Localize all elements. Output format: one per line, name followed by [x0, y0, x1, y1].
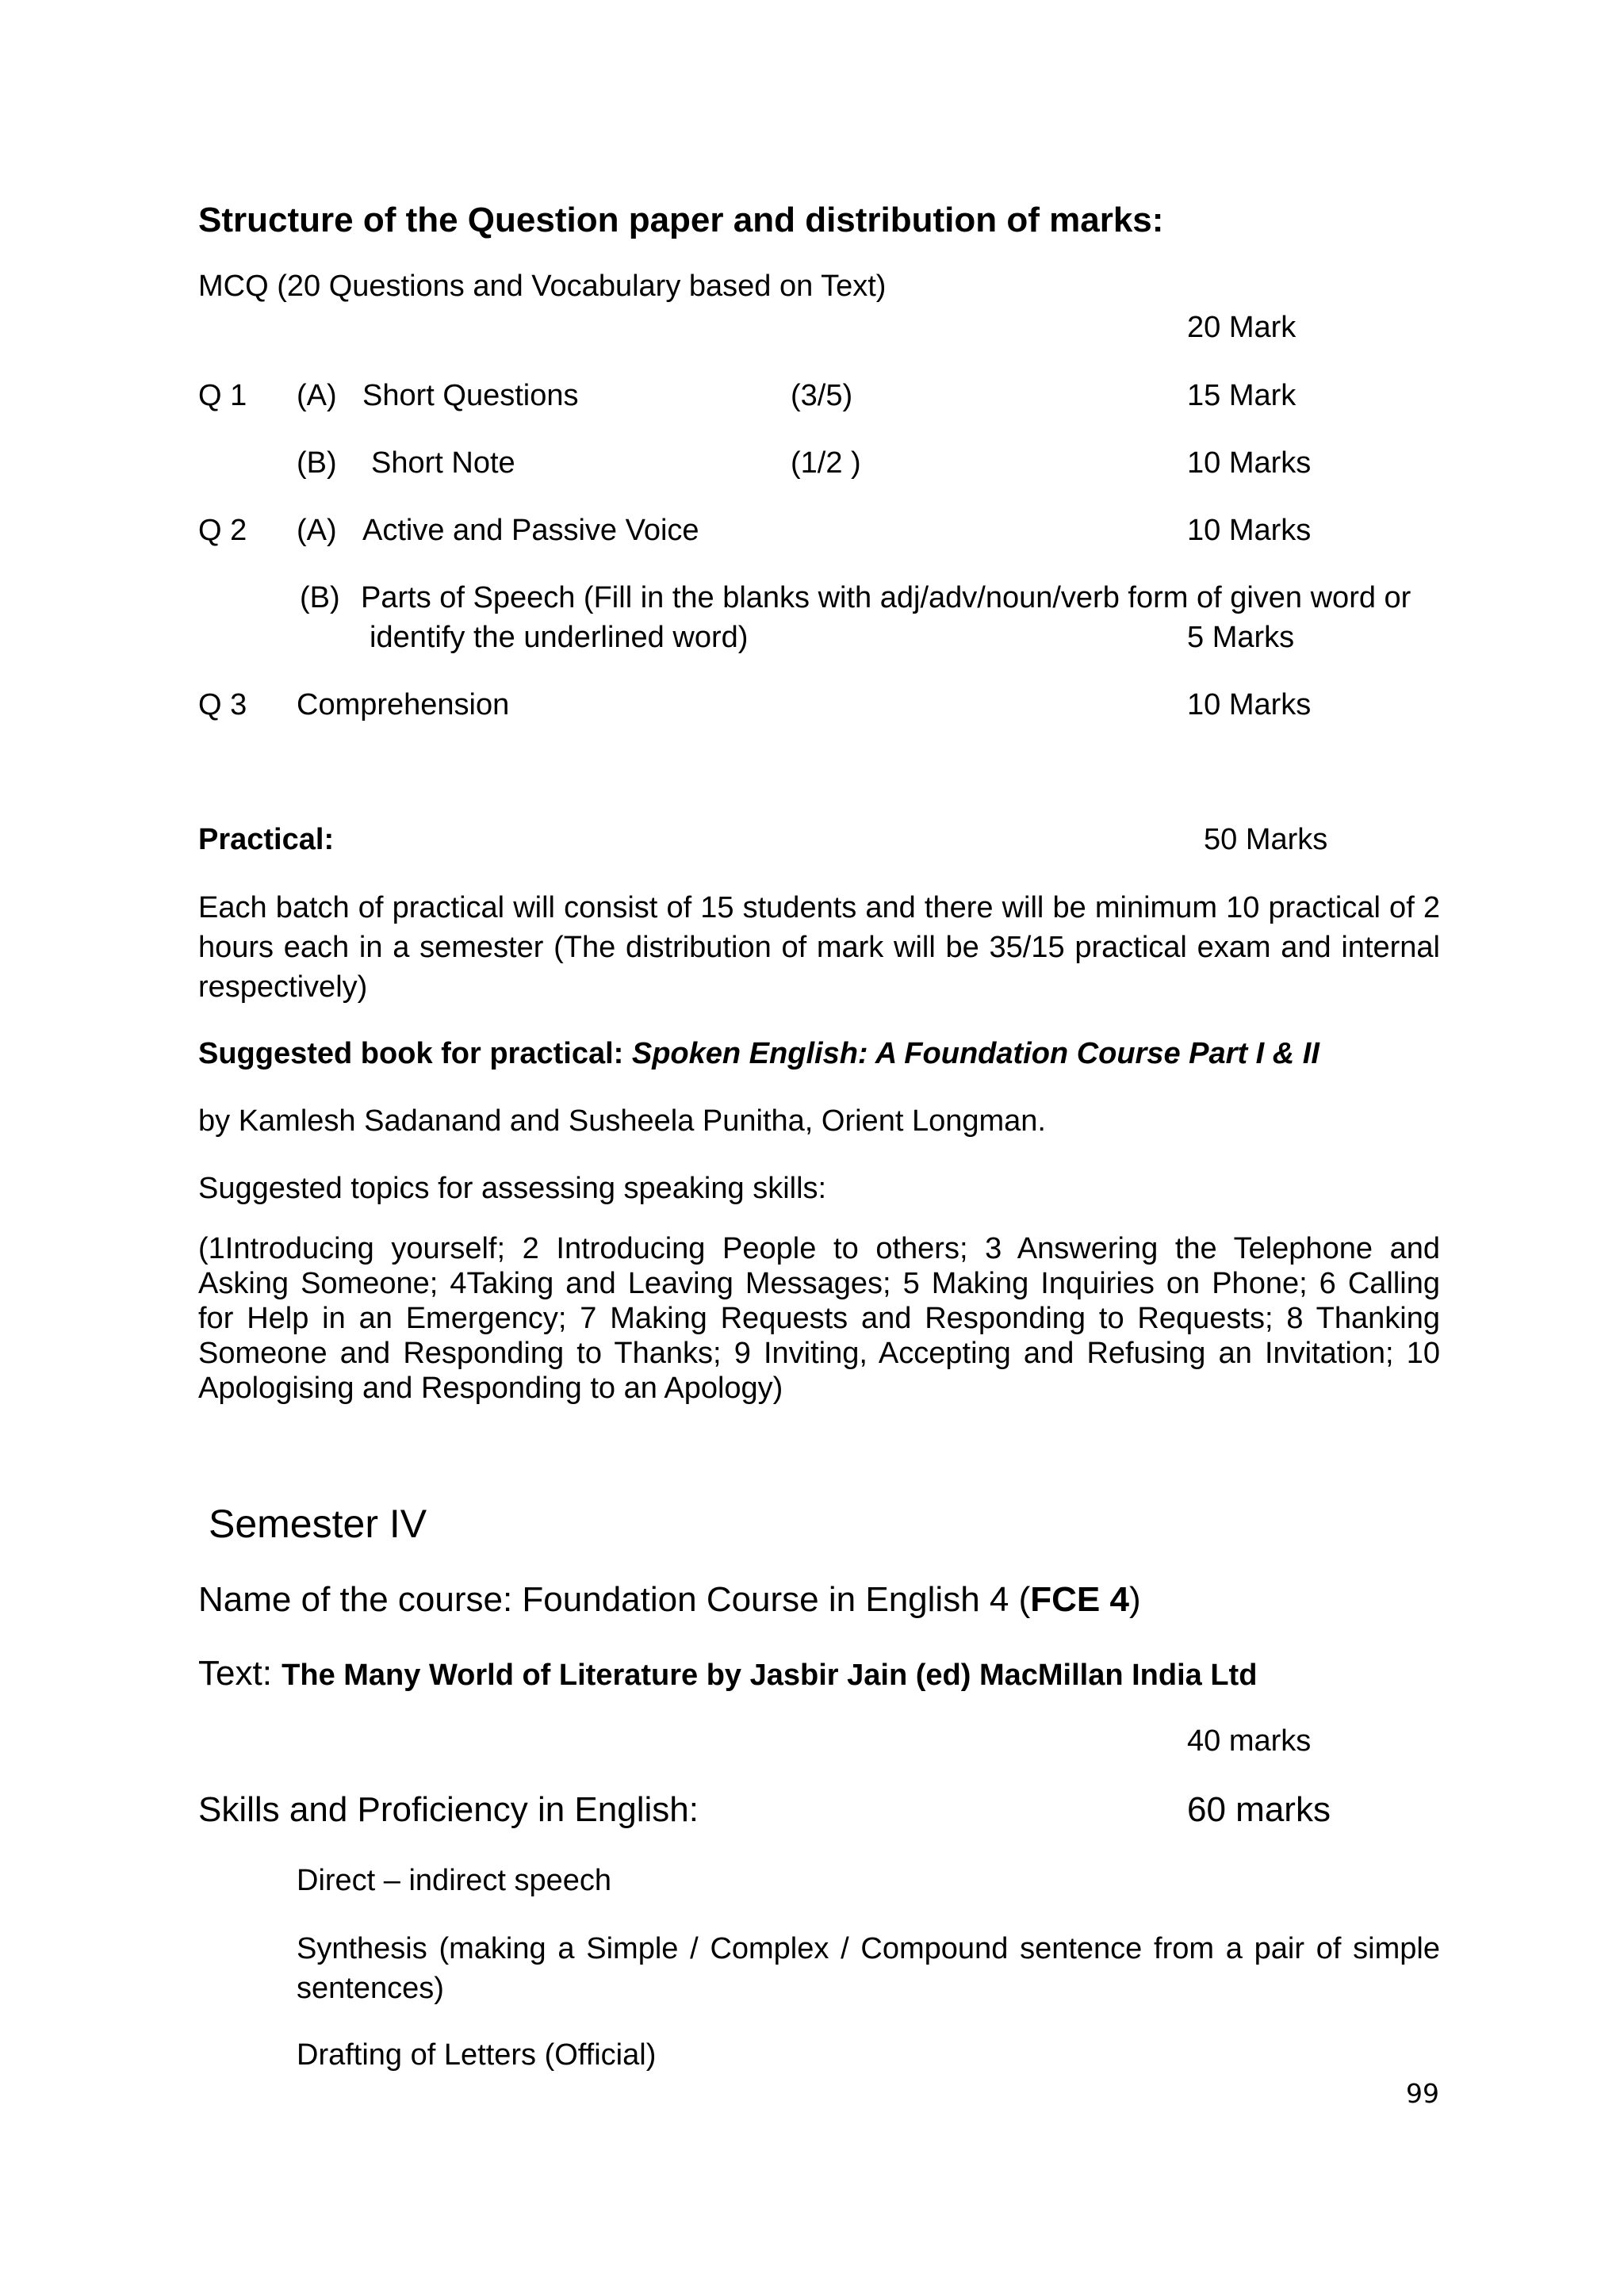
q2-number: Q 2 — [198, 514, 247, 547]
topics-label: Suggested topics for assessing speaking skills: — [198, 1172, 827, 1205]
q1b-label: Short Note — [371, 446, 515, 480]
q1b-marks: 10 Marks — [1187, 446, 1312, 480]
skills-item-synthesis: Synthesis (making a Simple / Complex / Compound sentence from a pair of simple sentences) — [297, 1932, 1440, 2005]
q2a-letter: (A) — [297, 514, 337, 547]
q1b-letter: (B) — [297, 446, 337, 480]
q3-label: Comprehension — [297, 688, 510, 721]
q1a-label: Short Questions — [362, 379, 579, 412]
mcq-label: MCQ (20 Questions and Vocabulary based on Text) — [198, 270, 887, 303]
topics-list: (1Introducing yourself; 2 Introducing People to others; 3 Answering the Telephone and Asking Someone; 4Taking and Leaving Messages; 5 Making Inquiries on Phone; 6 Calling for Help in an Emergency; 7 Making Requests and Responding to Requests; 8 Thanking Someone and Responding to Thanks; 9 Inviting, Accepting and Refusing an Invitation; 10 Apologising and Responding to an Apology) — [198, 1232, 1440, 1405]
q1a-choice: (3/5) — [791, 379, 853, 412]
structure-heading: Structure of the Question paper and distribution of marks: — [198, 201, 1164, 239]
q1-number: Q 1 — [198, 379, 247, 412]
course-code: FCE 4 — [1030, 1580, 1129, 1619]
book-authors: by Kamlesh Sadanand and Susheela Punitha, Orient Longman. — [198, 1104, 1046, 1138]
practical-description: Each batch of practical will consist of 15 students and there will be minimum 10 practical of 2 hours each in a semester (The distribution of mark will be 35/15 practical exam and internal respectively) — [198, 891, 1440, 1004]
q1a-letter: (A) — [297, 379, 337, 412]
q2a-label: Active and Passive Voice — [362, 514, 699, 547]
book-label: Suggested book for practical: — [198, 1037, 624, 1070]
practical-book — [198, 1035, 1320, 1073]
practical-label: Practical: — [198, 823, 335, 856]
q2a-marks: 10 Marks — [1187, 514, 1312, 547]
course-name: Name of the course: Foundation Course in English 4 (FCE 4) — [198, 1580, 1141, 1619]
q1a-marks: 15 Mark — [1187, 379, 1297, 412]
q2b-marks: 5 Marks — [1187, 621, 1295, 654]
practical-marks: 50 Marks — [1204, 823, 1328, 856]
q2b-line2: identify the underlined word) — [370, 621, 749, 654]
book-title: Spoken English: A Foundation Course Part I & II — [631, 1037, 1320, 1070]
course-text: Text: The Many World of Literature by Jasbir Jain (ed) MacMillan India Ltd — [198, 1654, 1258, 1693]
skills-label: Skills and Proficiency in English: — [198, 1790, 699, 1829]
semester-title: Semester IV — [209, 1502, 427, 1546]
skills-item-letters: Drafting of Letters (Official) — [297, 2038, 657, 2072]
skills-item-direct-indirect: Direct – indirect speech — [297, 1864, 612, 1897]
text-title: The Many World of Literature by Jasbir Jain (ed) MacMillan India Ltd — [282, 1659, 1258, 1692]
q2b-line1: Parts of Speech (Fill in the blanks with adj/adv/noun/verb form of given word or — [361, 581, 1411, 614]
text-marks: 40 marks — [1187, 1724, 1312, 1758]
skills-marks: 60 marks — [1187, 1790, 1331, 1829]
q2b-letter: (B) — [300, 581, 340, 614]
q3-number: Q 3 — [198, 688, 247, 721]
q1b-choice: (1/2 ) — [791, 446, 861, 480]
q3-marks: 10 Marks — [1187, 688, 1312, 721]
mcq-marks: 20 Mark — [1187, 311, 1297, 344]
page-number: 99 — [1406, 2078, 1439, 2109]
